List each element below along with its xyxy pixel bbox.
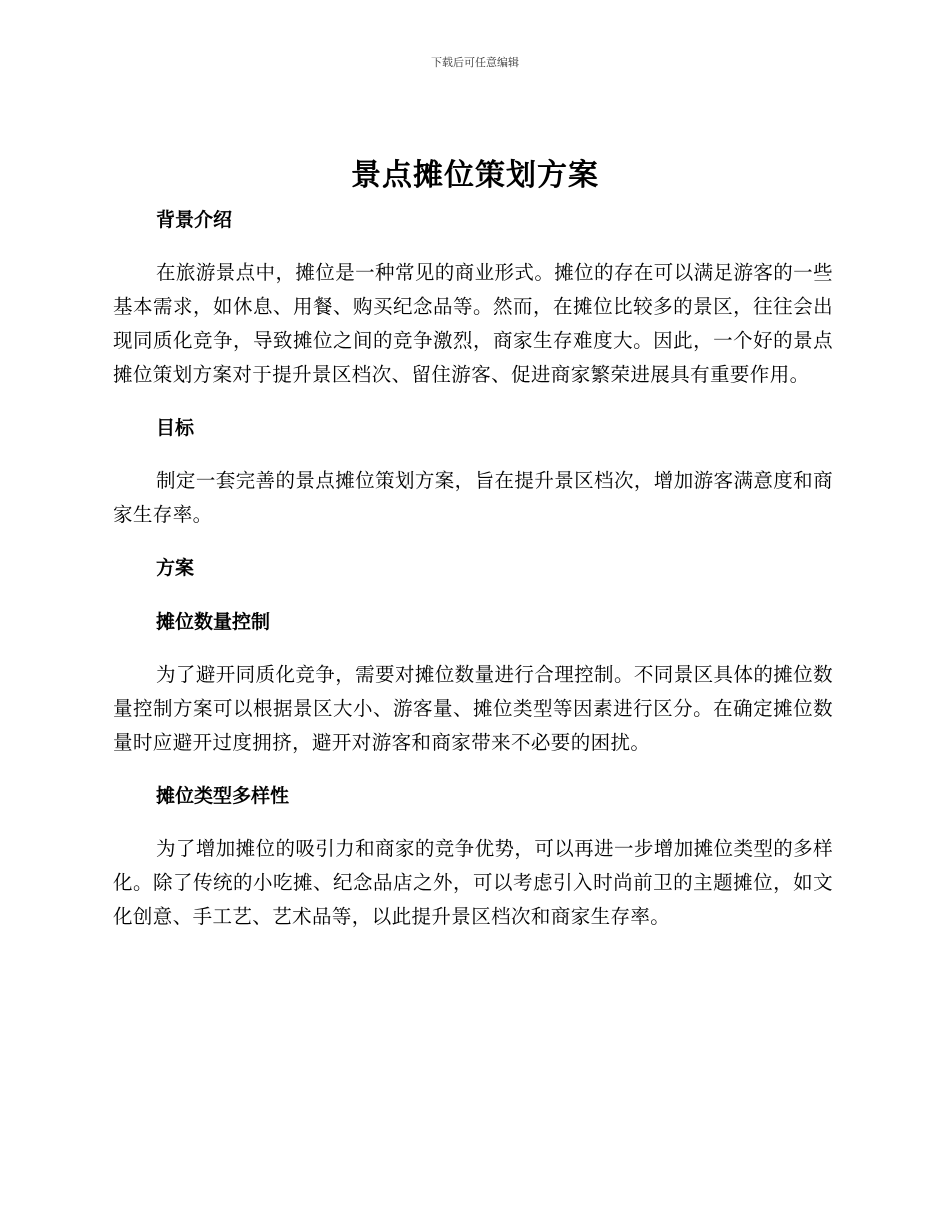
paragraph-variety: 为了增加摊位的吸引力和商家的竞争优势，可以再进一步增加摊位类型的多样化。除了传统的小吃摊、纪念品店之外，可以考虑引入时尚前卫的主题摊位，如文化创意、手工艺、艺术品等，以此提升景区档次和商家生存率。	[113, 837, 833, 928]
paragraph-goal: 制定一套完善的景点摊位策划方案，旨在提升景区档次，增加游客满意度和商家生存率。	[113, 469, 833, 526]
document-body	[113, 202, 833, 934]
paragraph-quantity: 为了避开同质化竞争，需要对摊位数量进行合理控制。不同景区具体的摊位数量控制方案可以根据景区大小、游客量、摊位类型等因素进行区分。在确定摊位数量时应避开过度拥挤，避开对游客和商家带来不必要的困扰。	[113, 663, 833, 754]
section-heading-quantity: 摊位数量控制	[156, 611, 271, 633]
section-heading-background: 背景介绍	[156, 209, 233, 231]
paragraph-background: 在旅游景点中，摊位是一种常见的商业形式。摊位的存在可以满足游客的一些基本需求，如休息、用餐、购买纪念品等。然而，在摊位比较多的景区，往往会出现同质化竞争，导致摊位之间的竞争激烈，商家生存难度大。因此，一个好的景点摊位策划方案对于提升景区档次、留住游客、促进商家繁荣进展具有重要作用。	[113, 261, 833, 386]
header-note: 下载后可任意编辑	[431, 56, 519, 69]
document-title: 景点摊位策划方案	[351, 158, 599, 193]
section-heading-goal: 目标	[156, 417, 195, 439]
section-heading-plan: 方案	[156, 557, 195, 579]
section-heading-variety: 摊位类型多样性	[156, 785, 290, 807]
